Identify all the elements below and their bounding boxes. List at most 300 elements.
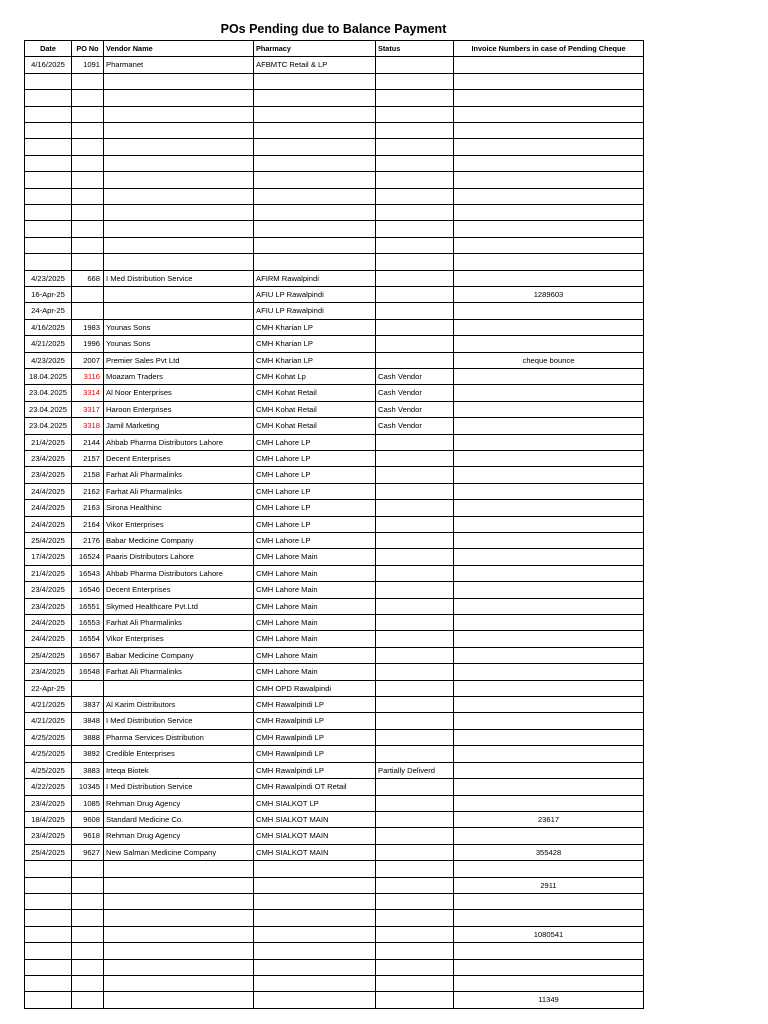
cell-po-no bbox=[72, 221, 104, 237]
cell-date bbox=[25, 910, 72, 926]
cell-invoice-number bbox=[454, 254, 644, 270]
cell-status bbox=[376, 664, 454, 680]
cell-invoice-number bbox=[454, 204, 644, 220]
cell-pharmacy: CMH Lahore LP bbox=[254, 450, 376, 466]
cell-po-no: 3116 bbox=[72, 368, 104, 384]
cell-vendor-name bbox=[104, 188, 254, 204]
cell-status bbox=[376, 319, 454, 335]
cell-invoice-number: 1080541 bbox=[454, 926, 644, 942]
cell-invoice-number: 23617 bbox=[454, 811, 644, 827]
cell-date: 22-Apr-25 bbox=[25, 680, 72, 696]
cell-invoice-number bbox=[454, 565, 644, 581]
table-row bbox=[25, 516, 644, 532]
cell-vendor-name bbox=[104, 286, 254, 302]
cell-pharmacy bbox=[254, 188, 376, 204]
cell-status bbox=[376, 992, 454, 1008]
cell-pharmacy: CMH Kharian LP bbox=[254, 319, 376, 335]
table-row bbox=[25, 73, 644, 89]
cell-invoice-number bbox=[454, 90, 644, 106]
table-row bbox=[25, 975, 644, 991]
cell-status bbox=[376, 139, 454, 155]
cell-status: Cash Vendor bbox=[376, 418, 454, 434]
cell-invoice-number bbox=[454, 139, 644, 155]
table-row bbox=[25, 221, 644, 237]
cell-invoice-number bbox=[454, 418, 644, 434]
cell-date bbox=[25, 861, 72, 877]
cell-po-no: 9608 bbox=[72, 811, 104, 827]
table-row bbox=[25, 368, 644, 384]
cell-invoice-number bbox=[454, 549, 644, 565]
cell-vendor-name bbox=[104, 303, 254, 319]
table-row bbox=[25, 926, 644, 942]
cell-po-no bbox=[72, 106, 104, 122]
cell-vendor-name: Vikor Enterprises bbox=[104, 516, 254, 532]
cell-pharmacy bbox=[254, 221, 376, 237]
cell-status bbox=[376, 434, 454, 450]
cell-vendor-name: Vikor Enterprises bbox=[104, 631, 254, 647]
table-row bbox=[25, 992, 644, 1008]
table-row bbox=[25, 598, 644, 614]
cell-po-no: 1996 bbox=[72, 336, 104, 352]
cell-date: 16-Apr-25 bbox=[25, 286, 72, 302]
cell-po-no: 2176 bbox=[72, 533, 104, 549]
header-status: Status bbox=[376, 41, 454, 57]
table-row bbox=[25, 303, 644, 319]
cell-date: 23/4/2025 bbox=[25, 598, 72, 614]
cell-status bbox=[376, 73, 454, 89]
cell-po-no: 3314 bbox=[72, 385, 104, 401]
cell-status bbox=[376, 286, 454, 302]
cell-po-no: 3888 bbox=[72, 729, 104, 745]
cell-vendor-name bbox=[104, 861, 254, 877]
cell-pharmacy: CMH Rawalpindi LP bbox=[254, 713, 376, 729]
cell-pharmacy bbox=[254, 975, 376, 991]
cell-status: Partially Deliverd bbox=[376, 762, 454, 778]
table-row bbox=[25, 680, 644, 696]
cell-status bbox=[376, 877, 454, 893]
table-row bbox=[25, 729, 644, 745]
cell-vendor-name: Skymed Healthcare Pvt.Ltd bbox=[104, 598, 254, 614]
cell-date: 23/4/2025 bbox=[25, 664, 72, 680]
cell-invoice-number bbox=[454, 172, 644, 188]
cell-po-no bbox=[72, 861, 104, 877]
cell-invoice-number bbox=[454, 533, 644, 549]
cell-status bbox=[376, 811, 454, 827]
cell-status bbox=[376, 303, 454, 319]
cell-date: 24/4/2025 bbox=[25, 500, 72, 516]
cell-status bbox=[376, 828, 454, 844]
cell-invoice-number bbox=[454, 467, 644, 483]
cell-date bbox=[25, 188, 72, 204]
cell-date bbox=[25, 221, 72, 237]
table-row bbox=[25, 401, 644, 417]
cell-vendor-name: Babar Medicine Company bbox=[104, 533, 254, 549]
cell-po-no bbox=[72, 286, 104, 302]
cell-date: 4/16/2025 bbox=[25, 319, 72, 335]
header-invoice-numbers: Invoice Numbers in case of Pending Cheque bbox=[454, 41, 644, 57]
cell-pharmacy: CMH SIALKOT MAIN bbox=[254, 811, 376, 827]
cell-po-no: 3837 bbox=[72, 697, 104, 713]
cell-pharmacy: CMH Lahore Main bbox=[254, 631, 376, 647]
cell-invoice-number bbox=[454, 401, 644, 417]
cell-pharmacy bbox=[254, 172, 376, 188]
cell-date bbox=[25, 926, 72, 942]
cell-pharmacy: CMH OPD Rawalpindi bbox=[254, 680, 376, 696]
cell-date bbox=[25, 155, 72, 171]
cell-po-no bbox=[72, 303, 104, 319]
cell-po-no bbox=[72, 237, 104, 253]
cell-pharmacy: CMH Lahore Main bbox=[254, 647, 376, 663]
cell-date bbox=[25, 254, 72, 270]
table-row bbox=[25, 959, 644, 975]
table-row bbox=[25, 500, 644, 516]
cell-pharmacy: CMH Lahore Main bbox=[254, 615, 376, 631]
cell-status bbox=[376, 861, 454, 877]
cell-invoice-number bbox=[454, 582, 644, 598]
cell-invoice-number bbox=[454, 336, 644, 352]
cell-po-no bbox=[72, 910, 104, 926]
cell-vendor-name bbox=[104, 959, 254, 975]
cell-date bbox=[25, 237, 72, 253]
table-row bbox=[25, 254, 644, 270]
table-row bbox=[25, 565, 644, 581]
cell-pharmacy: CMH Rawalpindi OT Retail bbox=[254, 779, 376, 795]
table-row bbox=[25, 434, 644, 450]
cell-status bbox=[376, 729, 454, 745]
cell-status bbox=[376, 188, 454, 204]
cell-vendor-name: Al Noor Enterprises bbox=[104, 385, 254, 401]
table-row bbox=[25, 57, 644, 73]
table-row bbox=[25, 631, 644, 647]
cell-po-no bbox=[72, 975, 104, 991]
header-vendor-name: Vendor Name bbox=[104, 41, 254, 57]
cell-po-no: 16551 bbox=[72, 598, 104, 614]
cell-status bbox=[376, 647, 454, 663]
cell-invoice-number bbox=[454, 697, 644, 713]
cell-po-no bbox=[72, 959, 104, 975]
cell-status bbox=[376, 467, 454, 483]
cell-pharmacy: CMH Lahore Main bbox=[254, 582, 376, 598]
cell-status bbox=[376, 615, 454, 631]
cell-vendor-name: Pharma Services Distribution bbox=[104, 729, 254, 745]
cell-po-no bbox=[72, 73, 104, 89]
cell-pharmacy: CMH Kohat Retail bbox=[254, 418, 376, 434]
pending-po-table bbox=[24, 40, 644, 1009]
cell-date: 4/21/2025 bbox=[25, 336, 72, 352]
cell-date bbox=[25, 73, 72, 89]
cell-po-no: 16567 bbox=[72, 647, 104, 663]
cell-po-no: 2162 bbox=[72, 483, 104, 499]
header-date: Date bbox=[25, 41, 72, 57]
table-row bbox=[25, 106, 644, 122]
cell-invoice-number bbox=[454, 861, 644, 877]
cell-invoice-number: cheque bounce bbox=[454, 352, 644, 368]
cell-invoice-number bbox=[454, 188, 644, 204]
table-body bbox=[25, 57, 644, 1008]
cell-po-no: 1983 bbox=[72, 319, 104, 335]
cell-status bbox=[376, 746, 454, 762]
cell-vendor-name: Younas Sons bbox=[104, 319, 254, 335]
cell-date: 23/4/2025 bbox=[25, 795, 72, 811]
cell-status bbox=[376, 844, 454, 860]
cell-vendor-name bbox=[104, 155, 254, 171]
cell-vendor-name: I Med Distribution Service bbox=[104, 713, 254, 729]
table-row bbox=[25, 467, 644, 483]
table-row bbox=[25, 385, 644, 401]
cell-vendor-name bbox=[104, 893, 254, 909]
cell-vendor-name bbox=[104, 221, 254, 237]
cell-vendor-name bbox=[104, 680, 254, 696]
cell-invoice-number bbox=[454, 73, 644, 89]
cell-invoice-number bbox=[454, 910, 644, 926]
table-row bbox=[25, 122, 644, 138]
cell-date: 24/4/2025 bbox=[25, 615, 72, 631]
cell-vendor-name: Credible Enterprises bbox=[104, 746, 254, 762]
cell-invoice-number bbox=[454, 631, 644, 647]
cell-pharmacy: CMH Lahore LP bbox=[254, 533, 376, 549]
cell-invoice-number bbox=[454, 221, 644, 237]
table-row bbox=[25, 188, 644, 204]
cell-date bbox=[25, 172, 72, 188]
table-row bbox=[25, 697, 644, 713]
table-row bbox=[25, 352, 644, 368]
cell-vendor-name: New Salman Medicine Company bbox=[104, 844, 254, 860]
cell-pharmacy bbox=[254, 893, 376, 909]
cell-status bbox=[376, 352, 454, 368]
cell-status bbox=[376, 500, 454, 516]
cell-invoice-number bbox=[454, 319, 644, 335]
cell-status bbox=[376, 959, 454, 975]
cell-invoice-number bbox=[454, 270, 644, 286]
cell-status bbox=[376, 237, 454, 253]
cell-pharmacy: CMH Rawalpindi LP bbox=[254, 729, 376, 745]
cell-vendor-name bbox=[104, 926, 254, 942]
cell-pharmacy: CMH Kharian LP bbox=[254, 336, 376, 352]
cell-pharmacy: CMH Kohat Retail bbox=[254, 401, 376, 417]
cell-vendor-name: I Med Distribution Service bbox=[104, 779, 254, 795]
cell-vendor-name: Pharmanet bbox=[104, 57, 254, 73]
cell-pharmacy bbox=[254, 237, 376, 253]
table-row bbox=[25, 713, 644, 729]
cell-invoice-number bbox=[454, 975, 644, 991]
cell-invoice-number bbox=[454, 368, 644, 384]
cell-status bbox=[376, 631, 454, 647]
table-row bbox=[25, 204, 644, 220]
table-row bbox=[25, 270, 644, 286]
table-row bbox=[25, 664, 644, 680]
cell-status bbox=[376, 697, 454, 713]
cell-pharmacy bbox=[254, 926, 376, 942]
cell-date bbox=[25, 975, 72, 991]
cell-date bbox=[25, 893, 72, 909]
cell-po-no: 1091 bbox=[72, 57, 104, 73]
cell-vendor-name bbox=[104, 877, 254, 893]
cell-pharmacy: CMH Lahore LP bbox=[254, 434, 376, 450]
cell-invoice-number bbox=[454, 483, 644, 499]
cell-vendor-name: Farhat Ali Pharmalinks bbox=[104, 664, 254, 680]
cell-status bbox=[376, 204, 454, 220]
cell-vendor-name: Rehman Drug Agency bbox=[104, 795, 254, 811]
cell-date bbox=[25, 877, 72, 893]
cell-pharmacy bbox=[254, 992, 376, 1008]
cell-status bbox=[376, 779, 454, 795]
table-row bbox=[25, 139, 644, 155]
cell-date: 23/4/2025 bbox=[25, 582, 72, 598]
cell-vendor-name: Decent Enterprises bbox=[104, 450, 254, 466]
cell-po-no bbox=[72, 139, 104, 155]
cell-pharmacy: CMH Lahore LP bbox=[254, 516, 376, 532]
cell-po-no: 1085 bbox=[72, 795, 104, 811]
cell-date bbox=[25, 122, 72, 138]
cell-date: 24/4/2025 bbox=[25, 631, 72, 647]
cell-pharmacy: CMH Rawalpindi LP bbox=[254, 746, 376, 762]
table-row bbox=[25, 647, 644, 663]
table-row bbox=[25, 155, 644, 171]
cell-invoice-number: 355428 bbox=[454, 844, 644, 860]
page-title: POs Pending due to Balance Payment bbox=[220, 22, 447, 36]
cell-date bbox=[25, 943, 72, 959]
cell-pharmacy bbox=[254, 106, 376, 122]
table-row bbox=[25, 746, 644, 762]
cell-po-no: 2158 bbox=[72, 467, 104, 483]
cell-status bbox=[376, 893, 454, 909]
table-row bbox=[25, 237, 644, 253]
table-row bbox=[25, 418, 644, 434]
cell-date bbox=[25, 992, 72, 1008]
cell-date bbox=[25, 90, 72, 106]
table-row bbox=[25, 861, 644, 877]
cell-vendor-name: Rehman Drug Agency bbox=[104, 828, 254, 844]
cell-date: 4/23/2025 bbox=[25, 270, 72, 286]
cell-date bbox=[25, 959, 72, 975]
cell-date: 24-Apr-25 bbox=[25, 303, 72, 319]
table-row bbox=[25, 90, 644, 106]
cell-vendor-name: Irteqa Biotek bbox=[104, 762, 254, 778]
cell-invoice-number bbox=[454, 647, 644, 663]
cell-date: 21/4/2025 bbox=[25, 434, 72, 450]
cell-po-no: 668 bbox=[72, 270, 104, 286]
table-row bbox=[25, 286, 644, 302]
cell-po-no bbox=[72, 680, 104, 696]
cell-invoice-number: 11349 bbox=[454, 992, 644, 1008]
cell-invoice-number bbox=[454, 664, 644, 680]
cell-invoice-number bbox=[454, 893, 644, 909]
cell-vendor-name bbox=[104, 172, 254, 188]
cell-pharmacy: CMH SIALKOT MAIN bbox=[254, 844, 376, 860]
cell-status bbox=[376, 582, 454, 598]
cell-pharmacy bbox=[254, 139, 376, 155]
cell-vendor-name: Farhat Ali Pharmalinks bbox=[104, 467, 254, 483]
cell-pharmacy bbox=[254, 254, 376, 270]
cell-po-no: 2157 bbox=[72, 450, 104, 466]
cell-date bbox=[25, 204, 72, 220]
cell-invoice-number bbox=[454, 746, 644, 762]
cell-status bbox=[376, 221, 454, 237]
cell-po-no bbox=[72, 172, 104, 188]
cell-pharmacy: AFIRM Rawalpindi bbox=[254, 270, 376, 286]
cell-pharmacy bbox=[254, 959, 376, 975]
cell-vendor-name: Ahbab Pharma Distributors Lahore bbox=[104, 565, 254, 581]
cell-po-no: 16543 bbox=[72, 565, 104, 581]
cell-invoice-number bbox=[454, 598, 644, 614]
table-row bbox=[25, 615, 644, 631]
cell-po-no: 2007 bbox=[72, 352, 104, 368]
cell-invoice-number bbox=[454, 450, 644, 466]
table-row bbox=[25, 943, 644, 959]
cell-po-no bbox=[72, 254, 104, 270]
cell-vendor-name: Farhat Ali Pharmalinks bbox=[104, 483, 254, 499]
cell-pharmacy: CMH Kharian LP bbox=[254, 352, 376, 368]
cell-pharmacy: CMH Lahore LP bbox=[254, 483, 376, 499]
cell-po-no: 16554 bbox=[72, 631, 104, 647]
cell-po-no: 16524 bbox=[72, 549, 104, 565]
cell-vendor-name: Babar Medicine Company bbox=[104, 647, 254, 663]
cell-status bbox=[376, 565, 454, 581]
cell-pharmacy bbox=[254, 877, 376, 893]
table-row bbox=[25, 336, 644, 352]
cell-pharmacy bbox=[254, 943, 376, 959]
cell-pharmacy: CMH SIALKOT MAIN bbox=[254, 828, 376, 844]
table-row bbox=[25, 844, 644, 860]
cell-po-no bbox=[72, 926, 104, 942]
cell-pharmacy: CMH Lahore Main bbox=[254, 598, 376, 614]
cell-status bbox=[376, 106, 454, 122]
cell-po-no: 3848 bbox=[72, 713, 104, 729]
cell-date: 4/25/2025 bbox=[25, 746, 72, 762]
cell-date: 18.04.2025 bbox=[25, 368, 72, 384]
cell-pharmacy bbox=[254, 910, 376, 926]
cell-date: 24/4/2025 bbox=[25, 483, 72, 499]
cell-vendor-name: Paaris Distributors Lahore bbox=[104, 549, 254, 565]
cell-vendor-name bbox=[104, 237, 254, 253]
cell-vendor-name: Premier Sales Pvt Ltd bbox=[104, 352, 254, 368]
cell-date: 18/4/2025 bbox=[25, 811, 72, 827]
table-row bbox=[25, 877, 644, 893]
cell-po-no: 3318 bbox=[72, 418, 104, 434]
cell-date: 24/4/2025 bbox=[25, 516, 72, 532]
cell-date: 23/4/2025 bbox=[25, 467, 72, 483]
cell-pharmacy: CMH Kohat Retail bbox=[254, 385, 376, 401]
table-row bbox=[25, 319, 644, 335]
cell-po-no: 3892 bbox=[72, 746, 104, 762]
cell-status bbox=[376, 450, 454, 466]
cell-date: 23.04.2025 bbox=[25, 401, 72, 417]
cell-po-no bbox=[72, 188, 104, 204]
cell-po-no: 10345 bbox=[72, 779, 104, 795]
cell-invoice-number bbox=[454, 943, 644, 959]
cell-vendor-name bbox=[104, 106, 254, 122]
cell-invoice-number bbox=[454, 434, 644, 450]
cell-po-no: 2144 bbox=[72, 434, 104, 450]
cell-status: Cash Vendor bbox=[376, 368, 454, 384]
cell-vendor-name bbox=[104, 122, 254, 138]
cell-date: 23/4/2025 bbox=[25, 828, 72, 844]
cell-pharmacy bbox=[254, 90, 376, 106]
cell-vendor-name: Jamil Marketing bbox=[104, 418, 254, 434]
cell-po-no: 2164 bbox=[72, 516, 104, 532]
cell-date: 23.04.2025 bbox=[25, 385, 72, 401]
cell-date: 25/4/2025 bbox=[25, 647, 72, 663]
table-row bbox=[25, 450, 644, 466]
cell-status: Cash Vendor bbox=[376, 401, 454, 417]
cell-invoice-number bbox=[454, 385, 644, 401]
cell-po-no: 2163 bbox=[72, 500, 104, 516]
cell-pharmacy: CMH SIALKOT LP bbox=[254, 795, 376, 811]
cell-pharmacy bbox=[254, 861, 376, 877]
cell-pharmacy bbox=[254, 155, 376, 171]
cell-pharmacy: AFBMTC Retail & LP bbox=[254, 57, 376, 73]
table-row bbox=[25, 549, 644, 565]
